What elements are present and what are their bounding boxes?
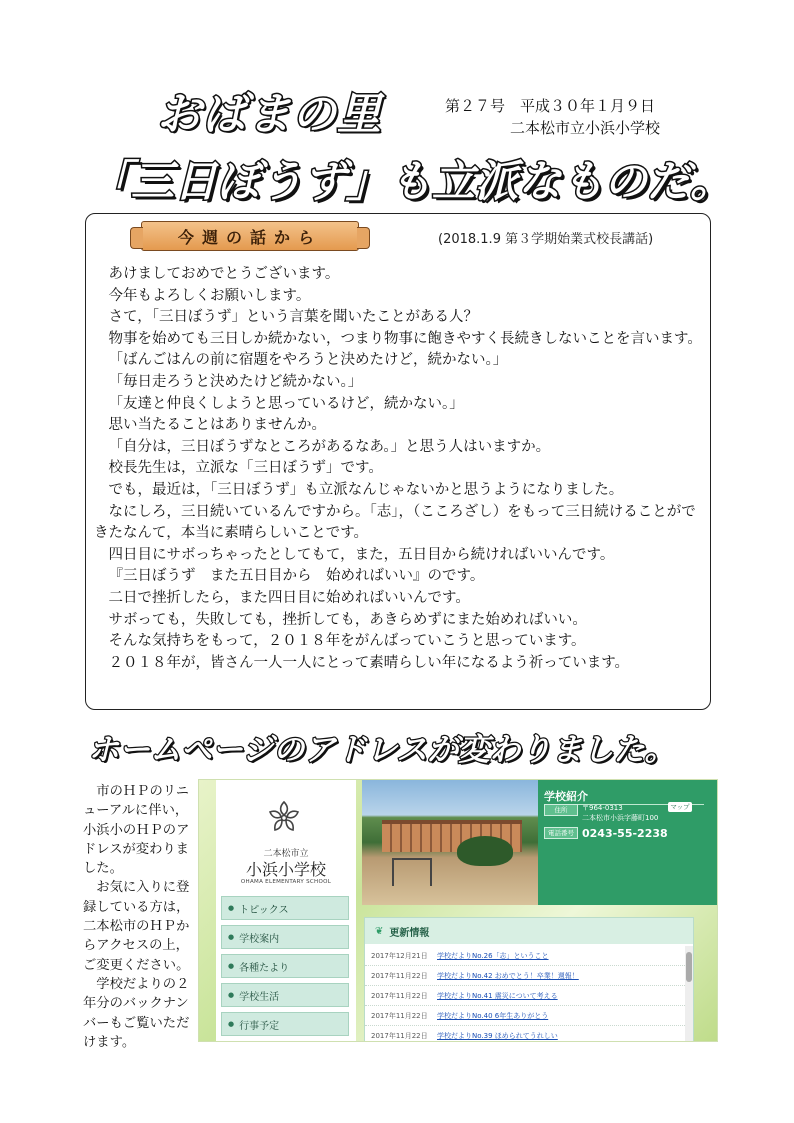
phone-number: 0243-55-2238 (582, 827, 668, 840)
news-title: 更新情報 (389, 927, 430, 939)
news-scrollbar[interactable] (685, 946, 693, 1042)
site-school-name: 小浜小学校 (245, 860, 326, 879)
talk-paragraph: 今年もよろしくお願いします。 (108, 287, 311, 304)
talk-paragraph: 「友達と仲良くしようと思っているけど，続かない。」 (108, 395, 464, 412)
info-title: 学校紹介 (544, 790, 588, 803)
bullet-icon: ● (228, 1020, 235, 1028)
news-date: 2017年11月22日 (371, 991, 428, 1000)
news-date: 2017年11月22日 (371, 971, 428, 980)
talk-paragraph: 「ばんごはんの前に宿題をやろうと決めたけど，続かない。」 (108, 352, 508, 369)
scrollbar-thumb[interactable] (686, 952, 692, 982)
talk-source: (2018.1.9 第３学期始業式校長講話) (438, 232, 654, 247)
newsletter-masthead: おばまの里 (157, 89, 382, 140)
nav-item-school-guide[interactable] (221, 925, 349, 949)
news-header (365, 918, 693, 944)
site-school-city: 二本松市立 (263, 849, 309, 859)
news-item[interactable] (365, 966, 685, 986)
news-item[interactable] (365, 1006, 685, 1026)
talk-paragraph: そんな気持ちをもって，２０１８年をがんばっていこうと思っています。 (108, 633, 586, 650)
news-date: 2017年12月21日 (371, 951, 428, 960)
bullet-icon: ● (228, 933, 235, 941)
postal-code: 〒964-0313 (582, 804, 623, 812)
news-date: 2017年11月22日 (371, 1031, 428, 1040)
bullet-icon: ● (228, 991, 235, 999)
news-item[interactable] (365, 946, 685, 966)
issue-number-date: 第２７号 平成３０年１月９日 (445, 97, 656, 115)
news-item[interactable] (365, 1026, 685, 1042)
school-name: 二本松市立小浜小学校 (510, 119, 661, 137)
talk-paragraph: 二日で挫折したら，また四日目に始めればいいんです。 (108, 589, 470, 606)
notice-paragraph: 市のＨＰのリニューアルに伴い，小浜小のＨＰのアドレスが変わりました。 (83, 784, 190, 877)
talk-paragraph: あけましておめでとうございます。 (108, 266, 340, 282)
principal-talk-box (85, 213, 711, 710)
news-link[interactable]: 学校だよりNo.40 6年生ありがとう (437, 1011, 549, 1020)
site-school-name-en: OHAMA ELEMENTARY SCHOOL (240, 879, 332, 885)
talk-body (94, 264, 704, 674)
talk-paragraph: 校長先生は，立派な「三日ぼうず」です。 (108, 460, 383, 477)
nav-label: 行事予定 (239, 1020, 280, 1032)
news-list (365, 946, 685, 1042)
news-panel (364, 917, 694, 1042)
talk-paragraph: ２０１８年が，皆さん一人一人にとって素晴らしい年になるよう祈っています。 (108, 654, 630, 671)
notice-paragraph: 学校だよりの２年分のバックナンバーもご覧いただけます。 (83, 976, 190, 1050)
talk-paragraph: 四日目にサボっちゃったとしてもて，また，五日目から続ければいいんです。 (108, 546, 615, 563)
nav-item-newsletters[interactable] (221, 954, 349, 978)
homepage-headline: ホームページのアドレスが変わりました。 (88, 732, 676, 768)
nav-label: 学校案内 (239, 933, 280, 945)
school-info-panel (538, 780, 718, 905)
main-headline: 「三日ぼうず」も立派なものだ。 (88, 157, 733, 207)
school-photo (362, 780, 538, 905)
talk-paragraph: 思い当たることはありませんか。 (108, 417, 326, 434)
news-date: 2017年11月22日 (371, 1011, 428, 1020)
talk-paragraph: 『三日ぼうず また五日目から 始めればいい』のです。 (108, 568, 485, 585)
map-button[interactable]: マップ (668, 802, 692, 812)
talk-section-tag: 今週の話から (141, 221, 359, 251)
talk-paragraph: さて，「三日ぼうず」という言葉を聞いたことがある人？ (108, 309, 478, 326)
bullet-icon: ● (228, 962, 235, 970)
site-nav (221, 896, 349, 1041)
talk-paragraph: サボっても，失敗しても，挫折しても，あきらめずにまた始めればいい。 (108, 611, 587, 628)
school-crest-icon (262, 796, 306, 840)
homepage-notice (83, 782, 193, 1052)
address: 二本松市小浜字藤町100 (582, 814, 659, 822)
news-link[interactable]: 学校だよりNo.42 おめでとう！卒業！週報！ (437, 971, 579, 980)
pine-tree (457, 836, 513, 866)
talk-paragraph: なにしろ，三日続いているんですから。「志」，（こころざし）をもって三日続けることができたなんて，本当に素晴らしいことです。 (94, 503, 696, 542)
nav-label: 学校生活 (239, 991, 280, 1003)
notice-paragraph: お気に入りに登録している方は，二本松市のＨＰからアクセスの上，ご変更ください。 (83, 880, 190, 973)
news-link[interactable]: 学校だよりNo.41 震災について考える (437, 991, 558, 1000)
website-screenshot (198, 779, 718, 1042)
nav-label: トピックス (239, 904, 289, 916)
talk-paragraph: 「毎日走ろうと決めたけど続かない。」 (108, 373, 363, 390)
news-link[interactable]: 学校だよりNo.26「志」ということ (437, 951, 549, 960)
talk-paragraph: 物事を始めても三日しか続かない，つまり物事に飽きやすく長続きしないことを言います。 (108, 330, 702, 347)
nav-label: 各種たより (239, 962, 290, 974)
site-sidebar (216, 780, 356, 1042)
news-link[interactable]: 学校だよりNo.39 ほめられてうれしい (437, 1031, 558, 1040)
nav-item-topics[interactable] (221, 896, 349, 920)
swing-set (392, 858, 432, 886)
leaf-icon: ❦ (375, 925, 384, 937)
talk-paragraph: でも，最近は，「三日ぼうず」も立派なんじゃないかと思うようになりました。 (108, 481, 624, 498)
talk-paragraph: 「自分は，三日ぼうずなところがあるなあ。」と思う人はいますか。 (108, 438, 551, 455)
phone-label: 電話番号 (544, 827, 578, 839)
bullet-icon: ● (228, 904, 235, 912)
issue-info (445, 95, 705, 139)
news-item[interactable] (365, 986, 685, 1006)
address-label: 住所 (544, 804, 578, 816)
nav-item-school-life[interactable] (221, 983, 349, 1007)
nav-item-events[interactable] (221, 1012, 349, 1036)
